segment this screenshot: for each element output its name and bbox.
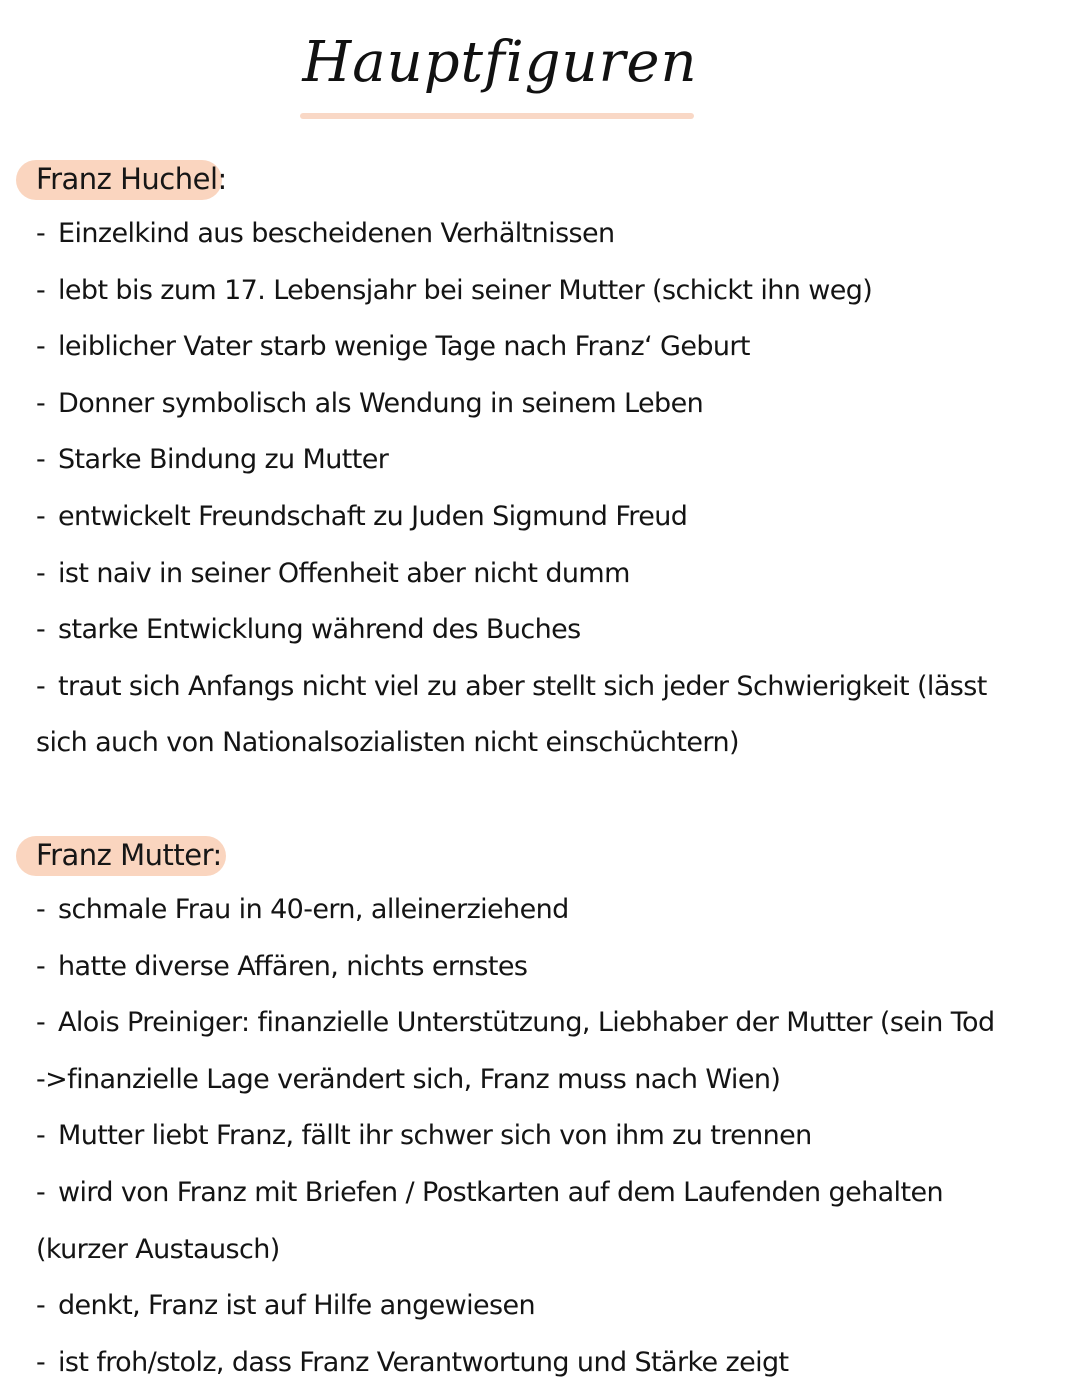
list-item: - starke Entwicklung während des Buches [36,614,581,646]
list-item: - traut sich Anfangs nicht viel zu aber stellt sich jeder Schwierigkeit (lässt sich auch von Nationalsozialisten nicht einschüchtern) [36,670,987,759]
list-item: - leiblicher Vater starb wenige Tage nach Franz‘ Geburt [36,331,750,363]
list-item: - Einzelkind aus bescheidenen Verhältnissen [36,218,615,249]
list-item: - schmale Frau in 40-ern, alleinerziehend [36,894,569,925]
list-item: - wird von Franz mit Briefen / Postkarten auf dem Laufenden gehalten (kurzer Austausch) [36,1176,943,1265]
list-item: - Alois Preiniger: finanzielle Unterstützung, Liebhaber der Mutter (sein Tod ->finanzielle Lage verändert sich, Franz muss nach Wien) [36,1007,995,1095]
section-franz-mutter [0,826,1080,1391]
list-item: - Donner symbolisch als Wendung in seinem Leben [36,387,704,419]
page-title: Hauptfiguren [302,30,698,95]
list-item: - ist naiv in seiner Offenheit aber nicht dumm [36,557,630,589]
list-item: - Starke Bindung zu Mutter [36,444,389,476]
list-item: - entwickelt Freundschaft zu Juden Sigmund Freud [36,500,688,532]
list-item: - lebt bis zum 17. Lebensjahr bei seiner Mutter (schickt ihn weg) [36,274,873,306]
section-heading-wrap [0,150,1080,206]
bullet-list [0,882,1080,1391]
bullet-list [0,206,1080,772]
list-item: - Mutter liebt Franz, fällt ihr schwer sich von ihm zu trennen [36,1120,812,1152]
section-heading: Franz Huchel: [36,162,227,196]
list-item: - hatte diverse Affären, nichts ernstes [36,950,528,982]
list-item: - ist froh/stolz, dass Franz Verantwortung und Stärke zeigt [36,1346,789,1378]
list-item: - denkt, Franz ist auf Hilfe angewiesen [36,1290,536,1322]
section-franz-huchel [0,150,1080,772]
title-underline [300,113,694,119]
section-heading-wrap [0,826,1080,882]
section-heading: Franz Mutter: [36,838,222,872]
